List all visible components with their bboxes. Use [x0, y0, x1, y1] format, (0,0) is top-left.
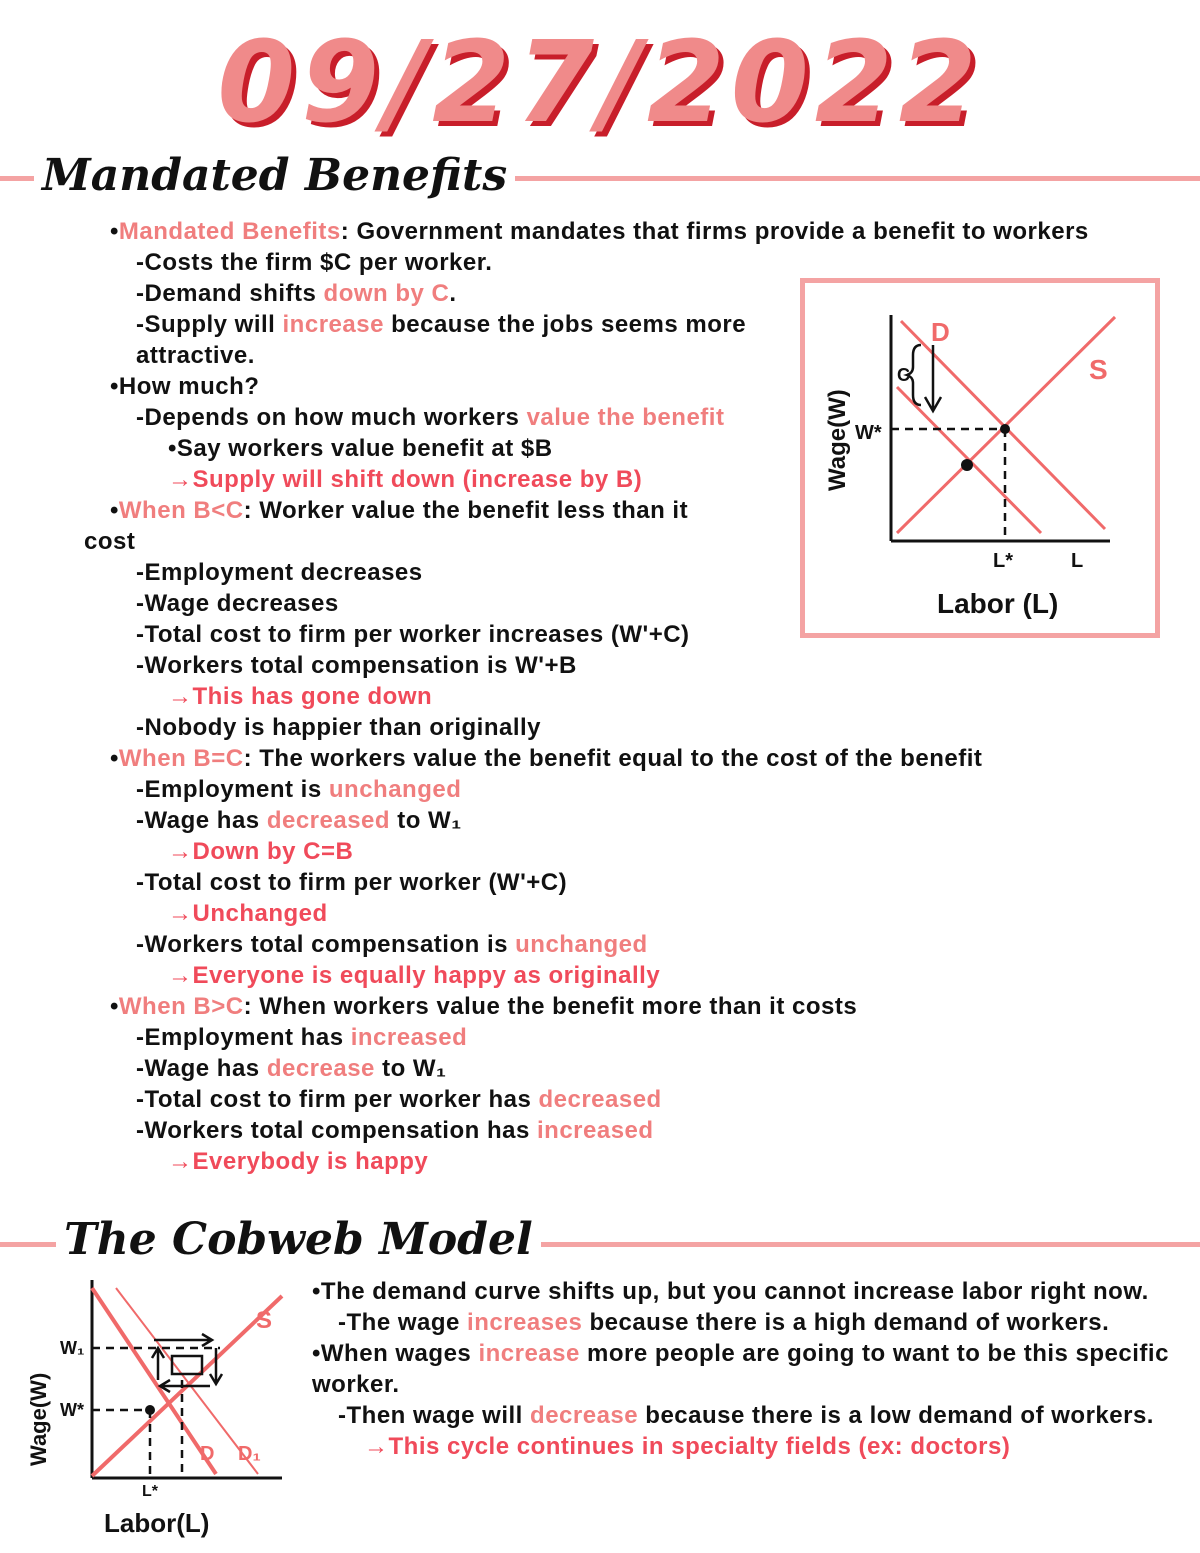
note-text: •	[110, 497, 119, 524]
d1-label: D₁	[238, 1443, 261, 1465]
note-text: -The wage	[338, 1309, 468, 1336]
note-line	[84, 898, 1194, 929]
highlight-text: When B=C	[118, 745, 244, 772]
note-line	[84, 247, 836, 278]
highlight-text: →Everyone is equally happy as originally	[168, 962, 661, 989]
highlight-text: value the benefit	[526, 404, 725, 431]
x-axis-label: Labor(L)	[104, 1508, 210, 1538]
note-text: attractive.	[136, 342, 255, 369]
demand-curve	[92, 1288, 216, 1474]
note-text: to W₁	[390, 807, 462, 834]
note-text: cost	[84, 528, 136, 555]
demand-label: D	[931, 317, 950, 347]
note-text: : When workers value the benefit more than it costs	[243, 993, 858, 1020]
w-star-label: W*	[60, 1400, 84, 1420]
note-text: -Nobody is happier than originally	[136, 714, 542, 741]
d-label: D	[200, 1443, 215, 1465]
note-text: •	[110, 745, 119, 772]
note-line	[84, 557, 836, 588]
l-star-label: L*	[142, 1483, 158, 1500]
note-line	[84, 433, 868, 464]
note-line	[84, 1146, 1194, 1177]
l-star-label: L*	[993, 550, 1013, 572]
cobweb-graph	[20, 1270, 310, 1545]
w-star-label: W*	[855, 422, 882, 444]
section-title-cobweb-model: The Cobweb Model	[56, 1214, 541, 1265]
note-line	[84, 929, 1194, 960]
note-text: -Employment has	[136, 1024, 351, 1051]
note-line	[84, 805, 1194, 836]
note-text: •Say workers value benefit at $B	[168, 435, 553, 462]
highlight-text: →Unchanged	[168, 900, 328, 927]
cobweb-model-notes	[312, 1276, 1192, 1462]
cost-label: C	[897, 365, 910, 385]
note-text: -Total cost to firm per worker (W'+C)	[136, 869, 568, 896]
s-label: S	[256, 1307, 273, 1334]
note-line	[84, 1022, 1194, 1053]
note-text: because there is a low demand of workers.	[638, 1402, 1154, 1429]
highlight-text: When B>C	[118, 993, 244, 1020]
note-line	[84, 712, 1194, 743]
highlight-text: unchanged	[515, 931, 648, 958]
note-text: -Employment decreases	[136, 559, 423, 586]
section-title-mandated-benefits: Mandated Benefits	[34, 150, 515, 201]
highlight-text: decrease	[530, 1402, 639, 1429]
highlight-text: Mandated Benefits	[118, 218, 341, 245]
note-text: -Workers total compensation is	[136, 931, 516, 958]
supply-demand-graph	[805, 283, 1155, 633]
note-text: -Depends on how much workers	[136, 404, 527, 431]
highlight-text: down by C	[323, 280, 450, 307]
note-line	[84, 464, 868, 495]
note-line	[84, 371, 810, 402]
note-text: •How much?	[110, 373, 260, 400]
highlight-text: →Supply will shift down (increase by B)	[168, 466, 643, 493]
highlight-text: →This has gone down	[168, 683, 433, 710]
highlight-text: decreased	[538, 1086, 662, 1113]
note-line	[84, 681, 868, 712]
note-line	[84, 402, 836, 433]
shift-arrow-icon	[925, 345, 941, 411]
note-text: -Total cost to firm per worker increases (W'+C)	[136, 621, 690, 648]
highlight-text: increased	[536, 1117, 654, 1144]
y-axis-label: Wage(W)	[26, 1372, 51, 1466]
note-line	[84, 1053, 1194, 1084]
supply-label: S	[1089, 354, 1108, 385]
note-line	[84, 526, 784, 557]
note-line	[84, 774, 1194, 805]
note-text: -Wage has	[136, 807, 267, 834]
note-line	[312, 1431, 1192, 1462]
note-line	[84, 836, 1194, 867]
note-text: -Demand shifts	[136, 280, 324, 307]
highlight-text: increases	[467, 1309, 583, 1336]
note-line	[84, 1084, 1194, 1115]
w1-label: W₁	[60, 1338, 85, 1358]
note-text: more people are going to want to be this specific worker.	[312, 1340, 1169, 1398]
equilibrium-point	[145, 1405, 155, 1415]
note-text: -Then wage will	[338, 1402, 531, 1429]
note-text: -Workers total compensation is W'+B	[136, 652, 577, 679]
note-text: -Wage has	[136, 1055, 267, 1082]
highlight-text: decrease	[266, 1055, 375, 1082]
highlight-text: →Everybody is happy	[168, 1148, 429, 1175]
shifted-demand-curve	[116, 1288, 258, 1474]
note-text: •When wages	[312, 1340, 479, 1367]
note-text: because there is a high demand of workers.	[582, 1309, 1110, 1336]
l-label: L	[1071, 550, 1084, 572]
note-text: -Wage decreases	[136, 590, 339, 617]
note-line	[84, 340, 836, 371]
note-line	[84, 588, 836, 619]
note-line	[84, 619, 836, 650]
note-text: -Total cost to firm per worker has	[136, 1086, 539, 1113]
supply-demand-graph-box	[800, 278, 1160, 638]
note-text: •	[110, 993, 119, 1020]
note-text: -Workers total compensation has	[136, 1117, 537, 1144]
note-text: •The demand curve shifts up, but you cannot increase labor right now.	[312, 1278, 1149, 1305]
note-text: .	[449, 280, 457, 307]
highlight-text: When B<C	[118, 497, 244, 524]
highlight-text: decreased	[266, 807, 391, 834]
note-line	[84, 743, 1194, 774]
note-text: -Costs the firm $C per worker.	[136, 249, 493, 276]
note-line	[84, 278, 836, 309]
note-text: •	[110, 218, 119, 245]
y-axis-label: Wage(W)	[824, 389, 851, 491]
note-line	[84, 960, 1194, 991]
note-line	[84, 1115, 1194, 1146]
note-line	[84, 867, 1194, 898]
new-equilibrium-point	[961, 459, 973, 471]
note-text: -Employment is	[136, 776, 329, 803]
highlight-text: increased	[350, 1024, 468, 1051]
note-line	[312, 1400, 1192, 1431]
note-line	[84, 991, 1194, 1022]
x-axis-label: Labor (L)	[937, 588, 1059, 619]
highlight-text: unchanged	[328, 776, 462, 803]
note-text: -Supply will	[136, 311, 283, 338]
note-line	[84, 309, 836, 340]
highlight-text: →This cycle continues in specialty fields (ex: doctors)	[364, 1433, 1011, 1460]
page-date: 09/27/2022	[217, 18, 983, 148]
note-line	[84, 216, 1194, 247]
note-text: : Worker value the benefit less than it	[243, 497, 689, 524]
note-text: because the jobs seems more	[383, 311, 747, 338]
note-line	[84, 495, 810, 526]
highlight-text: increase	[478, 1340, 580, 1367]
note-line	[312, 1276, 1192, 1307]
note-text: : The workers value the benefit equal to the cost of the benefit	[243, 745, 983, 772]
equilibrium-point	[1000, 424, 1010, 434]
note-line	[312, 1307, 1192, 1338]
highlight-text: →Down by C=B	[168, 838, 354, 865]
note-line	[312, 1338, 1192, 1400]
highlight-text: increase	[282, 311, 384, 338]
note-text: : Government mandates that firms provide a benefit to workers	[340, 218, 1089, 245]
note-text: to W₁	[374, 1055, 447, 1082]
note-line	[84, 650, 836, 681]
